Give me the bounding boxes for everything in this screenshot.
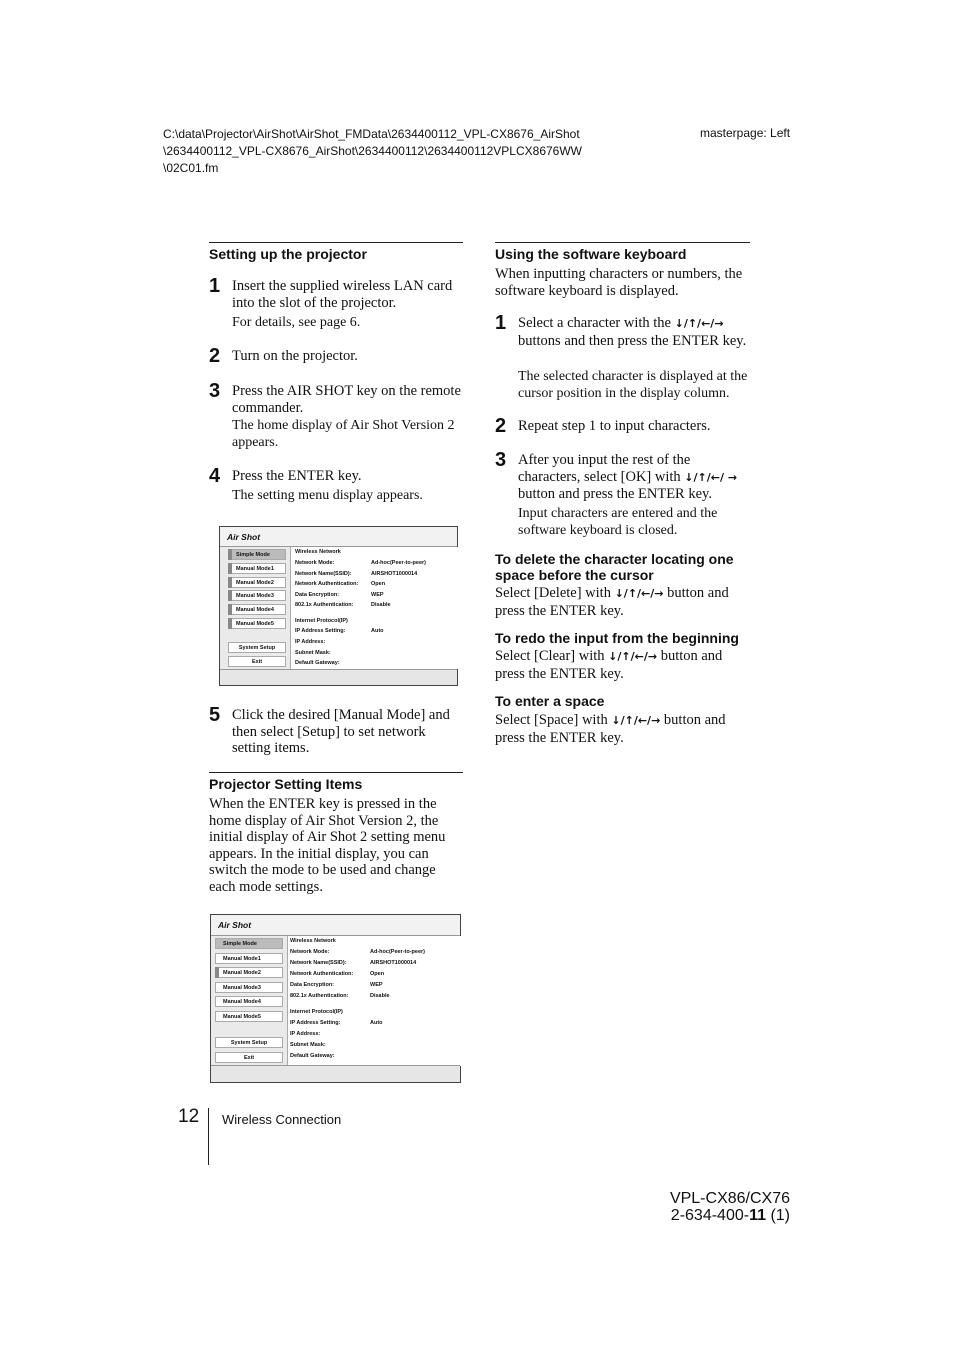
part-code-bold: 11 xyxy=(749,1207,766,1224)
setting-label: Default Gateway: xyxy=(290,1053,335,1059)
setting-label: Subnet Mask: xyxy=(295,649,331,656)
setting-label: Network Name(SSID): xyxy=(295,570,352,577)
text-part: Select [Clear] with xyxy=(495,648,605,664)
model-info xyxy=(670,1190,790,1224)
settings-panel xyxy=(290,547,458,669)
menu-simple-mode[interactable]: Simple Mode xyxy=(228,549,286,560)
setting-value: Auto xyxy=(371,628,384,634)
setting-value: Open xyxy=(370,971,385,977)
step-text xyxy=(518,452,750,503)
step-note: The selected character is displayed at the cursor position in the display column. xyxy=(518,369,748,401)
step-text: Press the AIR SHOT key on the remote commander. xyxy=(232,383,461,416)
exit-button[interactable]: Exit xyxy=(228,656,286,667)
menu-manual-mode3[interactable]: Manual Mode3 xyxy=(215,982,283,993)
space-text xyxy=(495,712,750,746)
page-number: 12 xyxy=(178,1106,200,1127)
part-code-suffix: (1) xyxy=(766,1207,790,1224)
screenshot-title: Air Shot xyxy=(211,915,460,936)
setting-value: Disable xyxy=(371,602,391,608)
screenshot-title: Air Shot xyxy=(220,527,457,547)
delete-title: To delete the character locating one space before the cursor xyxy=(495,551,734,583)
text-part: Select [Delete] with xyxy=(495,585,611,601)
menu-manual-mode4[interactable]: Manual Mode4 xyxy=(215,996,283,1007)
step-number: 1 xyxy=(209,275,221,297)
section-title-items: Projector Setting Items xyxy=(209,772,463,793)
step-note: The home display of Air Shot Version 2 appears. xyxy=(232,418,455,450)
step-note: Input characters are entered and the software keyboard is closed. xyxy=(518,506,718,538)
setting-value: WEP xyxy=(371,591,384,598)
settings-panel xyxy=(287,936,461,1066)
arrow-keys-icon: ↓/↑/←/→ xyxy=(674,317,724,330)
airshot-screenshot-2 xyxy=(210,914,461,1083)
setting-value: AIRSHOT1000014 xyxy=(370,960,417,966)
step-number: 3 xyxy=(209,380,221,402)
step-text: Insert the supplied wireless LAN card into the slot of the projector. xyxy=(232,278,453,311)
ip-heading: Internet Protocol(IP) xyxy=(295,618,348,624)
exit-button[interactable]: Exit xyxy=(215,1052,283,1063)
screenshot-footer xyxy=(211,1065,460,1082)
step-text: Click the desired [Manual Mode] and then select [Setup] to set network setting items. xyxy=(232,707,450,756)
keyboard-intro: When inputting characters or numbers, the software keyboard is displayed. xyxy=(495,266,743,299)
text-part: button and press the ENTER key. xyxy=(495,648,723,682)
setting-value: Disable xyxy=(370,993,390,999)
step-number: 2 xyxy=(209,345,221,367)
setting-label: IP Address Setting: xyxy=(295,628,346,634)
setting-value: Open xyxy=(371,581,386,587)
part-code-prefix: 2-634-400- xyxy=(670,1207,750,1224)
setting-value: AIRSHOT1000014 xyxy=(371,570,418,577)
setting-label: IP Address Setting: xyxy=(290,1020,341,1026)
step-text-part: buttons and then press the ENTER key. xyxy=(518,332,747,349)
part-code xyxy=(670,1207,790,1224)
setting-label: 802.1x Authentication: xyxy=(290,993,349,999)
setting-value: Ad-hoc(Peer-to-peer) xyxy=(371,560,427,566)
setting-label: IP Address: xyxy=(290,1031,321,1037)
step-note: For details, see page 6. xyxy=(232,315,361,330)
menu-manual-mode2[interactable]: Manual Mode2 xyxy=(228,577,286,588)
menu-manual-mode1[interactable]: Manual Mode1 xyxy=(215,953,283,964)
menu-manual-mode5[interactable]: Manual Mode5 xyxy=(215,1011,283,1022)
space-title: To enter a space xyxy=(495,693,605,709)
step-text: Repeat step 1 to input characters. xyxy=(518,418,711,434)
step-text-part: After you input the rest of the characters, select [OK] with xyxy=(518,452,691,485)
text-part: Select [Space] with xyxy=(495,712,608,728)
setting-label: 802.1x Authentication: xyxy=(295,602,354,608)
step-text-part: Select a character with the xyxy=(518,315,671,331)
setting-label: Network Authentication: xyxy=(290,971,354,977)
text-part: button and press the ENTER key. xyxy=(495,585,729,619)
setting-label: Default Gateway: xyxy=(295,660,340,666)
ip-heading: Internet Protocol(IP) xyxy=(290,1009,343,1015)
step-number: 3 xyxy=(495,449,507,471)
redo-text xyxy=(495,648,750,682)
section-title-setup: Setting up the projector xyxy=(209,242,463,263)
arrow-keys-icon: ↓/↑/←/→ xyxy=(608,650,658,663)
section-title-keyboard: Using the software keyboard xyxy=(495,242,750,263)
setting-value: Auto xyxy=(370,1020,383,1026)
page-divider xyxy=(208,1108,209,1165)
menu-manual-mode2[interactable]: Manual Mode2 xyxy=(215,967,283,978)
system-setup-button[interactable]: System Setup xyxy=(228,642,286,653)
wireless-heading: Wireless Network xyxy=(290,938,336,944)
setting-label: Network Authentication: xyxy=(295,581,359,587)
step-text: Press the ENTER key. xyxy=(232,468,362,484)
step-text: Turn on the projector. xyxy=(232,348,358,364)
footer-section-name: Wireless Connection xyxy=(222,1112,342,1127)
step-number: 2 xyxy=(495,415,507,437)
text-part: button and press the ENTER key. xyxy=(495,712,726,746)
step-number: 4 xyxy=(209,465,221,487)
arrow-keys-icon: ↓/↑/←/ → xyxy=(684,470,738,484)
wireless-heading: Wireless Network xyxy=(295,549,341,555)
setting-label: Network Mode: xyxy=(290,949,330,955)
setting-label: Subnet Mask: xyxy=(290,1042,326,1048)
system-setup-button[interactable]: System Setup xyxy=(215,1037,283,1048)
setting-value: Ad-hoc(Peer-to-peer) xyxy=(370,949,426,955)
file-path: C:\data\Projector\AirShot\AirShot_FMData\2634400112_VPL-CX8676_AirShot\2634400112_VPL-CX8676_AirShot\2634400112\2634400112VPLCX8676WW\02C01.fm xyxy=(163,127,582,175)
arrow-keys-icon: ↓/↑/←/→ xyxy=(614,587,664,600)
setting-label: IP Address: xyxy=(295,639,326,645)
menu-manual-mode5[interactable]: Manual Mode5 xyxy=(228,618,286,629)
step-number: 5 xyxy=(209,704,221,726)
redo-title: To redo the input from the beginning xyxy=(495,630,739,646)
setting-value: WEP xyxy=(370,982,383,988)
menu-manual-mode3[interactable]: Manual Mode3 xyxy=(228,590,286,601)
setting-label: Data Encryption: xyxy=(290,982,335,988)
step-note: The setting menu display appears. xyxy=(232,488,423,503)
step-text-part: button and press the ENTER key. xyxy=(518,486,712,502)
delete-text xyxy=(495,585,750,619)
setting-label: Data Encryption: xyxy=(295,591,340,598)
setting-label: Network Mode: xyxy=(295,560,335,566)
step-number: 1 xyxy=(495,312,507,334)
arrow-keys-icon: ↓/↑/←/→ xyxy=(611,714,661,727)
menu-simple-mode[interactable]: Simple Mode xyxy=(215,938,283,949)
setting-label: Network Name(SSID): xyxy=(290,960,347,966)
step-text xyxy=(518,315,750,349)
menu-manual-mode4[interactable]: Manual Mode4 xyxy=(228,604,286,615)
airshot-screenshot-1 xyxy=(219,526,458,686)
model-number: VPL-CX86/CX76 xyxy=(669,1190,790,1207)
screenshot-footer xyxy=(220,669,457,685)
masterpage-label: masterpage: Left xyxy=(700,126,791,140)
menu-manual-mode1[interactable]: Manual Mode1 xyxy=(228,563,286,574)
items-paragraph: When the ENTER key is pressed in the home display of Air Shot Version 2, the initial display of Air Shot 2 setting menu appears. In the initial display, you can switch the mode to be used and change each mode settings. xyxy=(209,796,446,895)
